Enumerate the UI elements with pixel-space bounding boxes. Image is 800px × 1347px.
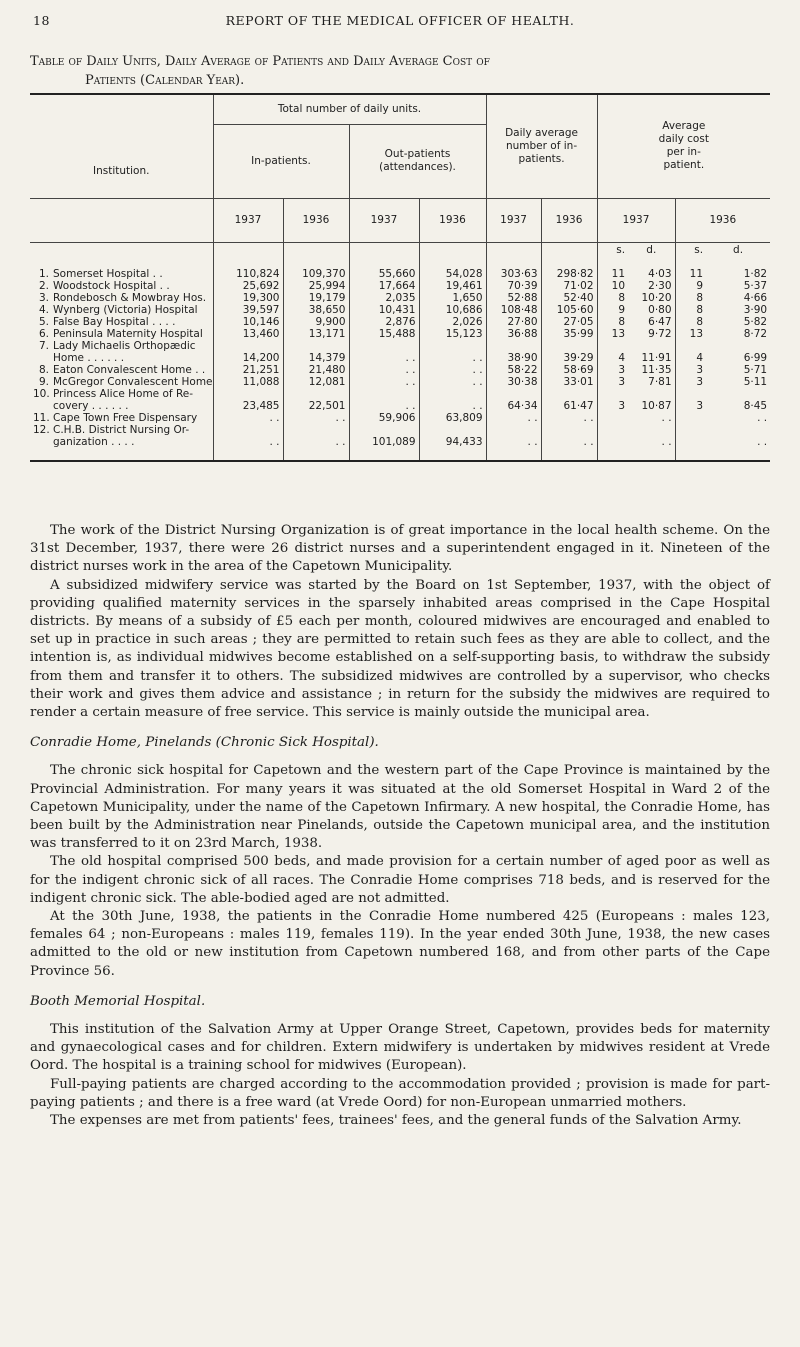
cell-cost-d-1936: 1·82 (743, 268, 768, 280)
spacer-cell (486, 256, 541, 268)
cell-avg-1936: 27·05 (541, 316, 597, 328)
cell-avg-1936: 61·47 (541, 400, 597, 412)
cell-out-1936: . . (419, 352, 486, 364)
cell-avg-1936: 58·69 (541, 364, 597, 376)
row-index: 4. (38, 304, 49, 316)
cell-cost-s-1937: 3 (597, 400, 628, 412)
cell-cost-s-1937: 9 (597, 304, 628, 316)
unit-shillings-1937: s. (597, 242, 628, 256)
year-avg-1937: 1937 (486, 198, 541, 242)
section-heading: Booth Memorial Hospital. (30, 993, 206, 1009)
cell-cost-d-1937 (628, 424, 675, 436)
cell-in-1936: 13,171 (283, 328, 349, 340)
cell-in-1937: 39,597 (213, 304, 283, 316)
table-row (30, 340, 770, 352)
cell-out-1936 (419, 424, 486, 436)
unit-blank (283, 242, 349, 256)
cell-in-1936: 14,379 (283, 352, 349, 364)
institution-name (30, 388, 213, 400)
page-header (0, 13, 800, 29)
paragraph: Full-paying patients are charged according to the accommodation provided ; provision is made for part-paying patients ; and there is a free ward (at Vrede Oord) for non-European unmarried mothers. (30, 1076, 770, 1110)
table-row (30, 268, 770, 280)
spacer-cell (419, 256, 486, 268)
year-out-1937: 1937 (349, 198, 419, 242)
unit-blank (541, 242, 597, 256)
cell-cost-d-1937: 4·03 (648, 268, 672, 280)
cell-cost-d-1936 (706, 424, 770, 436)
cell-cost-d-1937: 11·91 (641, 352, 672, 364)
table-row (30, 328, 770, 340)
spacer-cell (349, 256, 419, 268)
cell-avg-1937: 36·88 (486, 328, 541, 340)
institution-header (30, 94, 213, 198)
section-heading: Conradie Home, Pinelands (Chronic Sick Hospital). (30, 735, 379, 751)
row-index: 7. (38, 340, 49, 352)
institution-name (30, 304, 213, 316)
cell-out-1937: 55,660 (349, 268, 419, 280)
institution-name (30, 436, 213, 448)
cell-cost-d-1936: . . (757, 412, 768, 424)
cell-cost-s-1937 (597, 424, 628, 436)
cell-cost-d-1937: 2·30 (648, 280, 672, 292)
table-row (30, 412, 770, 424)
cell-avg-1936: 71·02 (541, 280, 597, 292)
cell-cost-s-1936: 13 (675, 328, 706, 340)
cell-in-1936 (283, 388, 349, 400)
cell-in-1937: . . (213, 412, 283, 424)
table-row (30, 280, 770, 292)
cell-cost-s-1937 (597, 340, 628, 352)
cell-cost-d-1937: 0·80 (648, 304, 672, 316)
out-patients-header: Out-patients (attendances). (349, 124, 486, 198)
cell-cost-s-1937 (597, 388, 628, 400)
table-row (30, 424, 770, 436)
spacer-cell (30, 256, 213, 268)
cell-out-1936 (419, 340, 486, 352)
paragraph: A subsidized midwifery service was started by the Board on 1st September, 1937, with the object of providing qualified maternity services in the sparsely inhabited areas comprised in the Cape Hospital districts. By means of a subsidy of £5 each per month, coloured midwives are encouraged and enabled to set up in practice in such areas ; they are permitted to retain such fees as they are able to collect, and the intention is, as individual midwives become established on a self-supporting basis, to withdraw the subsidy from them and transfer it to others. The subsidized midwives are controlled by a supervisor, who checks their work and gives them advice and assistance ; in return for the subsidy the midwives are required to render a certain measure of free service. This service is mainly outside the municipal area. (30, 577, 770, 721)
cell-avg-1936: 52·40 (541, 292, 597, 304)
cell-cost-s-1936: 9 (675, 280, 706, 292)
cell-in-1937: 21,251 (213, 364, 283, 376)
table-caption (30, 52, 770, 90)
table-row (30, 352, 770, 364)
year-in-1937: 1937 (213, 198, 283, 242)
year-in-1936: 1936 (283, 198, 349, 242)
cell-cost-d-1937: 7·81 (648, 376, 672, 388)
institution-name (30, 292, 213, 304)
cell-avg-1937: 38·90 (486, 352, 541, 364)
paragraph: This institution of the Salvation Army at Upper Orange Street, Capetown, provides beds for maternity and gynaecological cases and for children. Extern midwifery is undertaken by midwives resident at Vrede Oord. The hospital is a training school for midwives (European). (30, 1022, 770, 1074)
institution-name (30, 412, 213, 424)
spacer-cell (30, 448, 213, 461)
unit-blank (213, 242, 283, 256)
cell-avg-1937: . . (486, 412, 541, 424)
cell-cost-s-1936 (675, 424, 706, 436)
cell-out-1937 (349, 388, 419, 400)
spacer-cell (628, 448, 675, 461)
cell-avg-1936: . . (541, 412, 597, 424)
table-row (30, 304, 770, 316)
cell-cost-s-1936 (675, 340, 706, 352)
cell-out-1937 (349, 424, 419, 436)
cell-cost-s-1936 (675, 388, 706, 400)
paragraph: The expenses are met from patients' fees, trainees' fees, and the general funds of the Salvation Army. (50, 1113, 742, 1129)
institution-label: Eaton Convalescent Home . . (53, 364, 206, 376)
in-patients-header: In-patients. (213, 124, 349, 198)
cell-cost-d-1936: 5·37 (743, 280, 768, 292)
cell-out-1937: 2,876 (349, 316, 419, 328)
table-row (30, 376, 770, 388)
institution-label: ganization . . . . (53, 436, 135, 448)
spacer-cell (541, 256, 597, 268)
cell-cost-s-1936: 3 (675, 364, 706, 376)
cell-cost-d-1936: 3·90 (743, 304, 768, 316)
cell-cost-d-1936: 5·71 (743, 364, 768, 376)
institution-name (30, 424, 213, 436)
cell-out-1937: . . (349, 400, 419, 412)
institution-name (30, 280, 213, 292)
cell-cost-s-1937: 8 (597, 292, 628, 304)
cell-cost-s-1936: 11 (675, 268, 706, 280)
cell-cost-d-1936: 8·72 (743, 328, 768, 340)
institution-label: McGregor Convalescent Home (53, 376, 213, 388)
spacer-cell (213, 448, 283, 461)
institution-name (30, 268, 213, 280)
cell-in-1937 (213, 340, 283, 352)
cell-cost-s-1936 (675, 412, 706, 424)
cell-cost-d-1936: 8·45 (743, 400, 768, 412)
spacer-cell (486, 448, 541, 461)
cell-out-1936: . . (419, 376, 486, 388)
cell-in-1936: 38,650 (283, 304, 349, 316)
daily-average-header: Daily average number of in-patients. (486, 94, 597, 198)
row-index: 8. (38, 364, 49, 376)
cell-cost-d-1936: 5·11 (743, 376, 768, 388)
cell-in-1936: 9,900 (283, 316, 349, 328)
cell-cost-s-1937: 11 (597, 268, 628, 280)
cell-out-1937: . . (349, 352, 419, 364)
body-text (30, 522, 770, 1130)
cell-out-1937: 59,906 (349, 412, 419, 424)
cell-cost-s-1936: 4 (675, 352, 706, 364)
cell-in-1937: 11,088 (213, 376, 283, 388)
cell-in-1936: 109,370 (283, 268, 349, 280)
table-caption-line-2: Patients (Calendar Year). (85, 73, 245, 88)
cell-cost-d-1936: 5·82 (743, 316, 768, 328)
cell-in-1937: 10,146 (213, 316, 283, 328)
cell-in-1936: 19,179 (283, 292, 349, 304)
cell-cost-s-1936 (675, 436, 706, 448)
table-row (30, 400, 770, 412)
cell-avg-1936: 298·82 (541, 268, 597, 280)
cell-cost-s-1936: 8 (675, 292, 706, 304)
cell-cost-s-1936: 3 (675, 376, 706, 388)
cell-avg-1937: 27·80 (486, 316, 541, 328)
cell-avg-1936 (541, 340, 597, 352)
institution-label: Rondebosch & Mowbray Hos. (53, 292, 207, 304)
cell-avg-1937: . . (486, 436, 541, 448)
spacer-cell (628, 256, 675, 268)
table-row (30, 436, 770, 448)
cell-avg-1937 (486, 388, 541, 400)
cell-avg-1937: 303·63 (486, 268, 541, 280)
paragraph: The old hospital comprised 500 beds, and made provision for a certain number of aged poor as well as for the indigent chronic sick of all races. The Conradie Home comprises 718 beds, and is reserved for the indigent chronic sick. The able-bodied aged are not admitted. (30, 854, 770, 906)
cell-out-1936: . . (419, 364, 486, 376)
cell-out-1936: 63,809 (419, 412, 486, 424)
cell-cost-d-1937: 10·87 (641, 400, 672, 412)
cell-cost-d-1937: . . (661, 412, 672, 424)
institution-label: Wynberg (Victoria) Hospital (53, 304, 198, 316)
row-index: 11. (33, 412, 50, 424)
cell-out-1937: 101,089 (349, 436, 419, 448)
cell-avg-1936: 35·99 (541, 328, 597, 340)
cell-avg-1936: . . (541, 436, 597, 448)
cell-cost-d-1936: . . (757, 436, 768, 448)
cell-in-1936: 22,501 (283, 400, 349, 412)
spacer-cell (675, 448, 706, 461)
cell-avg-1936: 39·29 (541, 352, 597, 364)
cell-cost-d-1936: 4·66 (743, 292, 768, 304)
row-index: 3. (38, 292, 49, 304)
table-row (30, 292, 770, 304)
cell-cost-d-1937: 11·35 (641, 364, 672, 376)
cell-in-1936: 12,081 (283, 376, 349, 388)
cell-out-1936: . . (419, 400, 486, 412)
spacer-cell (541, 448, 597, 461)
table-row (30, 388, 770, 400)
cell-out-1936 (419, 388, 486, 400)
year-out-1936: 1936 (419, 198, 486, 242)
table-row (30, 316, 770, 328)
cell-avg-1937: 64·34 (486, 400, 541, 412)
cell-out-1937 (349, 340, 419, 352)
year-blank (30, 198, 213, 242)
spacer-cell (706, 448, 770, 461)
cell-cost-d-1936 (706, 340, 770, 352)
cell-cost-s-1937: 8 (597, 316, 628, 328)
spacer-cell (213, 256, 283, 268)
cell-cost-s-1937: 13 (597, 328, 628, 340)
cell-cost-d-1936: 6·99 (743, 352, 768, 364)
institution-label: Woodstock Hospital . . (53, 280, 170, 292)
cell-out-1936: 10,686 (419, 304, 486, 316)
cell-in-1937 (213, 388, 283, 400)
cell-in-1936 (283, 340, 349, 352)
table-row (30, 364, 770, 376)
spacer-cell (283, 256, 349, 268)
paragraph: The chronic sick hospital for Capetown and the western part of the Cape Province is maintained by the Provincial Administration. For many years it was situated at the old Somerset Hospital in Ward 2 of the Capetown Municipality, under the name of the Capetown Infirmary. A new hospital, the Conradie Home, has been built by the Administration near Pinelands, outside the Capetown municipal area, and the institution was transferred to it on 23rd March, 1938. (30, 763, 770, 852)
cell-in-1937: . . (213, 436, 283, 448)
spacer-cell (349, 448, 419, 461)
average-cost-header: Average daily cost per in-patient. (597, 94, 770, 198)
cell-cost-s-1937 (597, 412, 628, 424)
institution-label: Peninsula Maternity Hospital (53, 328, 203, 340)
cell-avg-1937 (486, 424, 541, 436)
year-avg-1936: 1936 (541, 198, 597, 242)
cell-in-1937: 25,692 (213, 280, 283, 292)
cell-cost-d-1937: 9·72 (648, 328, 672, 340)
row-index: 5. (38, 316, 49, 328)
institution-header-label: Institution. (93, 164, 150, 177)
cell-avg-1937: 70·39 (486, 280, 541, 292)
cell-avg-1937: 52·88 (486, 292, 541, 304)
cell-in-1937: 19,300 (213, 292, 283, 304)
cell-in-1937: 14,200 (213, 352, 283, 364)
spacer-cell (597, 448, 628, 461)
cell-cost-d-1937 (628, 388, 675, 400)
cell-in-1936: . . (283, 412, 349, 424)
cell-avg-1936: 105·60 (541, 304, 597, 316)
table-caption-line-1: Table of Daily Units, Daily Average of Patients and Daily Average Cost of (30, 54, 490, 69)
institution-name (30, 340, 213, 352)
spacer-cell (706, 256, 770, 268)
cell-cost-s-1937: 3 (597, 364, 628, 376)
year-cost-1937: 1937 (597, 198, 675, 242)
page-number: 18 (33, 13, 50, 28)
running-head: REPORT OF THE MEDICAL OFFICER OF HEALTH. (225, 13, 575, 28)
unit-blank (419, 242, 486, 256)
cell-in-1937: 110,824 (213, 268, 283, 280)
institution-label: Home . . . . . . (53, 352, 125, 364)
cell-out-1936: 1,650 (419, 292, 486, 304)
cell-out-1936: 54,028 (419, 268, 486, 280)
row-index: 10. (33, 388, 50, 400)
institution-label: covery . . . . . . (53, 400, 129, 412)
cell-cost-s-1937: 3 (597, 376, 628, 388)
cell-cost-s-1937 (597, 436, 628, 448)
cell-cost-d-1937: . . (661, 436, 672, 448)
row-index: 1. (38, 268, 49, 280)
row-index: 6. (38, 328, 49, 340)
cell-out-1937: 15,488 (349, 328, 419, 340)
cell-in-1936 (283, 424, 349, 436)
spacer-cell (675, 256, 706, 268)
cell-avg-1937: 58·22 (486, 364, 541, 376)
institution-label: Lady Michaelis Orthopædic (53, 340, 196, 352)
cell-avg-1936: 33·01 (541, 376, 597, 388)
cell-in-1936: 21,480 (283, 364, 349, 376)
cell-in-1937: 23,485 (213, 400, 283, 412)
cell-out-1937: 10,431 (349, 304, 419, 316)
cell-avg-1936 (541, 424, 597, 436)
cell-avg-1937: 30·38 (486, 376, 541, 388)
cell-out-1937: . . (349, 364, 419, 376)
cell-cost-s-1937: 4 (597, 352, 628, 364)
cell-in-1936: . . (283, 436, 349, 448)
institution-label: Cape Town Free Dispensary (53, 412, 198, 424)
cell-out-1936: 2,026 (419, 316, 486, 328)
spacer-cell (419, 448, 486, 461)
unit-pence-1936: d. (733, 244, 744, 256)
cell-in-1937 (213, 424, 283, 436)
unit-blank (349, 242, 419, 256)
institution-name (30, 376, 213, 388)
cell-cost-d-1936 (706, 388, 770, 400)
cell-cost-s-1936: 3 (675, 400, 706, 412)
cell-in-1937: 13,460 (213, 328, 283, 340)
institution-label: False Bay Hospital . . . . (53, 316, 176, 328)
cell-avg-1937: 108·48 (486, 304, 541, 316)
unit-blank (486, 242, 541, 256)
cell-out-1936: 19,461 (419, 280, 486, 292)
cell-in-1936: 25,994 (283, 280, 349, 292)
unit-pence-1937: d. (646, 244, 657, 256)
row-index: 9. (38, 376, 49, 388)
cell-cost-s-1936: 8 (675, 316, 706, 328)
unit-blank (30, 242, 213, 256)
cell-out-1936: 94,433 (419, 436, 486, 448)
institution-label: Princess Alice Home of Re- (53, 388, 194, 400)
cell-cost-d-1937: 10·20 (641, 292, 672, 304)
spacer-cell (283, 448, 349, 461)
institution-name (30, 316, 213, 328)
year-cost-1936: 1936 (675, 198, 770, 242)
cell-avg-1936 (541, 388, 597, 400)
institution-label: Somerset Hospital . . (53, 268, 163, 280)
cell-cost-s-1937: 10 (597, 280, 628, 292)
unit-shillings-1936: s. (675, 242, 706, 256)
cell-cost-s-1936: 8 (675, 304, 706, 316)
paragraph: At the 30th June, 1938, the patients in the Conradie Home numbered 425 (Europeans : males 123, females 64 ; non-Europeans : males 119, females 119). In the year ended 30th June, 1938, the new cases admitted to the old or new institution from Capetown numbered 168, and from other parts of the Cape Province 56. (30, 909, 770, 979)
cell-out-1937: 17,664 (349, 280, 419, 292)
institution-name (30, 328, 213, 340)
institution-label: C.H.B. District Nursing Or- (53, 424, 190, 436)
row-index: 2. (38, 280, 49, 292)
institution-name (30, 352, 213, 364)
institution-name (30, 400, 213, 412)
row-index: 12. (33, 424, 50, 436)
spacer-cell (597, 256, 628, 268)
cell-cost-d-1937: 6·47 (648, 316, 672, 328)
cell-cost-d-1937 (628, 340, 675, 352)
daily-units-table (30, 93, 770, 462)
cell-out-1937: 2,035 (349, 292, 419, 304)
paragraph: The work of the District Nursing Organization is of great importance in the local health scheme. On the 31st December, 1937, there were 26 district nurses and a superintendent engaged in it. Nineteen of the district nurses work in the area of the Capetown Municipality. (30, 523, 770, 575)
cell-avg-1937 (486, 340, 541, 352)
table-body (30, 256, 770, 461)
institution-name (30, 364, 213, 376)
cell-out-1936: 15,123 (419, 328, 486, 340)
cell-out-1937: . . (349, 376, 419, 388)
total-units-header: Total number of daily units. (213, 94, 486, 124)
